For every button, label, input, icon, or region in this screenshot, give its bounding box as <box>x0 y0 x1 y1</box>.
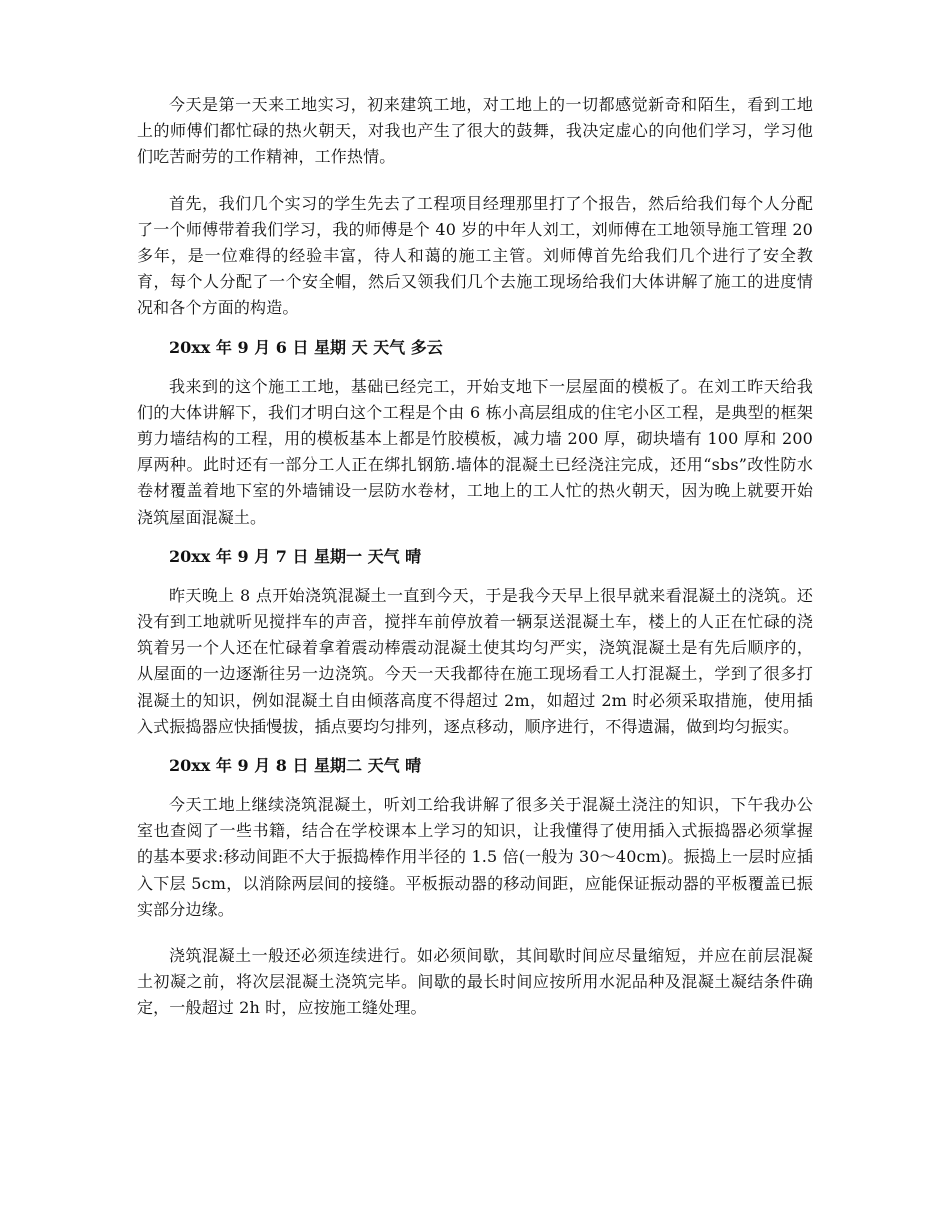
paragraph-sep-8: 今天工地上继续浇筑混凝土，听刘工给我讲解了很多关于混凝土浇注的知识，下午我办公室也查阅了一些书籍，结合在学校课本上学习的知识，让我懂得了使用插入式振捣器必须掌握的基本要求:移动间距不大于振捣棒作用半径的 1.5 倍(一般为 30～40cm)。振捣上一层时应插入下层 5cm，以消除两层间的接缝。平板振动器的移动间距，应能保证振动器的平板覆盖已振实部分边缘。 <box>137 795 813 919</box>
paragraph-sep-7: 昨天晚上 8 点开始浇筑混凝土一直到今天，于是我今天早上很早就来看混凝土的浇筑。还没有到工地就听见搅拌车的声音，搅拌车前停放着一辆泵送混凝土车，楼上的人正在忙碌的浇筑着另一个人还在忙碌着拿着震动棒震动混凝土使其均匀严实，浇筑混凝土是有先后顺序的，从屋面的一边逐渐往另一边浇筑。今天一天我都待在施工现场看工人打混凝土，学到了很多打混凝土的知识，例如混凝土自由倾落高度不得超过 2m，如超过 2m 时必须采取措施，使用插入式振捣器应快插慢拔，插点要均匀排列，逐点移动，顺序进行，不得遗漏，做到均匀振实。 <box>137 585 813 736</box>
paragraph-first-day: 首先，我们几个实习的学生先去了工程项目经理那里打了个报告，然后给我们每个人分配了一个师傅带着我们学习，我的师傅是个 40 岁的中年人刘工，刘师傅在工地领导施工管理 20 多年，是一位难得的经验丰富，待人和蔼的施工主管。刘师傅首先给我们几个进行了安全教育，每个人分配了一个安全帽，然后又领我们几个去施工现场给我们大体讲解了施工的进度情况和各个方面的构造。 <box>137 193 813 318</box>
paragraph-intro: 今天是第一天来工地实习，初来建筑工地，对工地上的一切都感觉新奇和陌生，看到工地上的师傅们都忙碌的热火朝天，对我也产生了很大的鼓舞，我决定虚心的向他们学习，学习他们吃苦耐劳的工作精神，工作热情。 <box>137 95 813 167</box>
diary-heading-sep-8: 20xx 年 9 月 8 日 星期二 天气 晴 <box>169 756 422 776</box>
paragraph-continuous-pouring: 浇筑混凝土一般还必须连续进行。如必须间歇，其间歇时间应尽量缩短，并应在前层混凝土初凝之前，将次层混凝土浇筑完毕。间歇的最长时间应按所用水泥品种及混凝土凝结条件确定，一般超过 2h 时，应按施工缝处理。 <box>137 946 813 1018</box>
document-page <box>137 92 813 1022</box>
paragraph-sep-6: 我来到的这个施工工地，基础已经完工，开始支地下一层屋面的模板了。在刘工昨天给我们的大体讲解下，我们才明白这个工程是个由 6 栋小高层组成的住宅小区工程，是典型的框架剪力墙结构的工程，用的模板基本上都是竹胶模板，减力墙 200 厚，砌块墙有 100 厚和 200 厚两种。此时还有一部分工人正在绑扎钢筋.墙体的混凝土已经浇注完成，还用“sbs”改性防水卷材覆盖着地下室的外墙铺设一层防水卷材，工地上的工人忙的热火朝天，因为晚上就要开始浇筑屋面混凝土。 <box>137 376 813 527</box>
diary-heading-sep-7: 20xx 年 9 月 7 日 星期一 天气 晴 <box>169 546 422 566</box>
diary-heading-sep-6: 20xx 年 9 月 6 日 星期 天 天气 多云 <box>169 337 443 357</box>
